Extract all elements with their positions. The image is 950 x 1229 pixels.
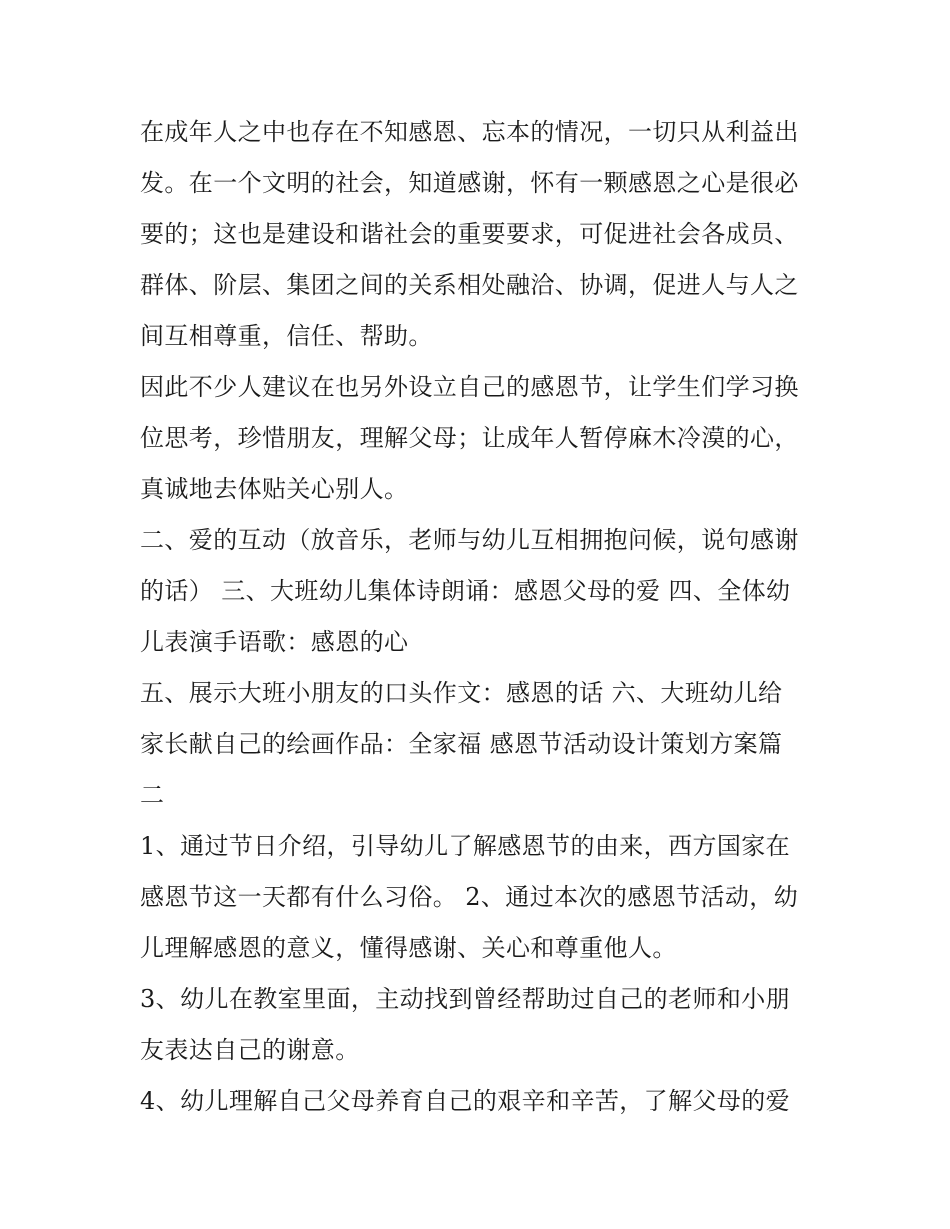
text-line: 因此不少人建议在也另外设立自己的感恩节，让学生们学习换 xyxy=(140,373,799,401)
paragraph-2 xyxy=(140,362,818,515)
paragraph-3 xyxy=(140,515,818,668)
paragraph-5 xyxy=(140,821,818,974)
paragraph-7 xyxy=(140,1076,818,1127)
text-line: 在成年人之中也存在不知感恩、忘本的情况，一切只从利益出 xyxy=(140,118,799,146)
text-line: 群体、阶层、集团之间的关系相处融洽、协调，促进人与人之 xyxy=(140,271,799,299)
text-line: 儿表演手语歌：感恩的心 xyxy=(140,628,409,656)
text-line: 五、展示大班小朋友的口头作文：感恩的话 六、大班幼儿给 xyxy=(140,679,783,707)
text-line: 友表达自己的谢意。 xyxy=(140,1036,360,1064)
paragraph-1 xyxy=(140,107,818,362)
text-line: 发。在一个文明的社会，知道感谢，怀有一颗感恩之心是很必 xyxy=(140,169,799,197)
text-line: 二、爱的互动（放音乐，老师与幼儿互相拥抱问候，说句感谢 xyxy=(140,526,799,554)
text-line: 间互相尊重，信任、帮助。 xyxy=(140,322,433,350)
text-line: 家长献自己的绘画作品：全家福 感恩节活动设计策划方案篇 xyxy=(140,730,783,758)
text-line: 儿理解感恩的意义，懂得感谢、关心和尊重他人。 xyxy=(140,934,677,962)
paragraph-6 xyxy=(140,974,818,1076)
text-line: 4、幼儿理解自己父母养育自己的艰辛和辛苦，了解父母的爱 xyxy=(140,1087,791,1115)
text-line: 感恩节这一天都有什么习俗。 2、通过本次的感恩节活动，幼 xyxy=(140,883,799,911)
text-line: 3、幼儿在教室里面，主动找到曾经帮助过自己的老师和小朋 xyxy=(140,985,791,1013)
text-line: 二 xyxy=(140,781,165,809)
text-line: 要的；这也是建设和谐社会的重要要求，可促进社会各成员、 xyxy=(140,220,799,248)
text-line: 位思考，珍惜朋友，理解父母；让成年人暂停麻木冷漠的心， xyxy=(140,424,799,452)
text-line: 的话） 三、大班幼儿集体诗朗诵：感恩父母的爱 四、全体幼 xyxy=(140,577,791,605)
text-line: 1、通过节日介绍，引导幼儿了解感恩节的由来，西方国家在 xyxy=(140,832,791,860)
paragraph-4 xyxy=(140,668,818,821)
text-line: 真诚地去体贴关心别人。 xyxy=(140,475,409,503)
